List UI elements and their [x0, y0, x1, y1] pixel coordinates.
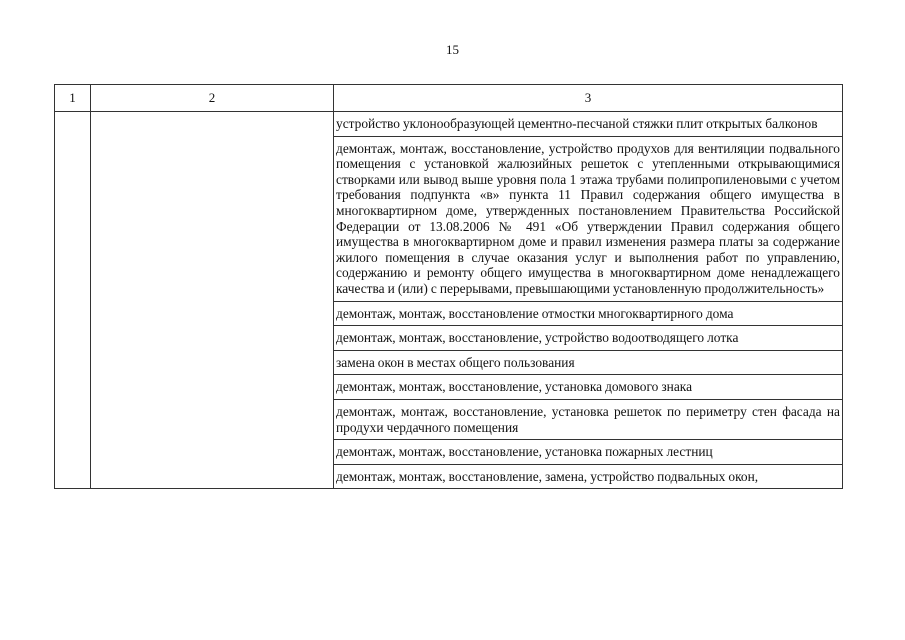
work-item-text: демонтаж, монтаж, восстановление, замена, устройство подвальных окон,: [336, 468, 759, 484]
work-item-cell: [334, 136, 843, 301]
work-item-text: устройство уклонообразующей цементно-песчаной стяжки плит открытых балконов: [336, 116, 818, 131]
work-item-cell: [334, 301, 843, 326]
work-item-text: замена окон в местах общего пользования: [336, 354, 575, 370]
work-item-cell: [334, 350, 843, 375]
header-col-2: 2: [91, 85, 334, 112]
work-item-cell: [334, 112, 843, 137]
cell-col-2-empty: [91, 112, 334, 489]
header-col-3: 3: [334, 85, 843, 112]
table-row: [55, 112, 843, 137]
work-item-text: демонтаж, монтаж, восстановление, установка решеток по периметру стен фасада на продухи чердачного помещения: [336, 403, 840, 435]
work-item-text: демонтаж, монтаж, восстановление отмостки многоквартирного дома: [336, 305, 734, 321]
work-item-text: демонтаж, монтаж, восстановление, устройство продухов для вентиляции подвального помещения с установкой жалюзийных решеток с утепленными открывающимися створками или вывод выше уровня пола 1 этажа трубами полипропиленовыми с учетом требования подпункта «в» пункта 11 Правил содержания общего имущества в многоквартирном доме, утвержденных постановлением Правительства Российской Федерации от 13.08.2006 № 491 «Об утверждении Правил содержания общего имущества в многоквартирном доме и правил изменения размера платы за содержание жилого помещения в случае оказания услуг и выполнения работ по управлению, содержанию и ремонту общего имущества в многоквартирном доме ненадлежащего качества и (или) с перерывами, превышающими установленную продолжительность»: [336, 140, 840, 296]
work-item-text: демонтаж, монтаж, восстановление, устройство водоотводящего лотка: [336, 330, 739, 346]
table-header-row: [55, 85, 843, 112]
header-col-1: 1: [55, 85, 91, 112]
work-item-cell: [334, 399, 843, 439]
work-item-cell: [334, 375, 843, 400]
page-number: 15: [446, 42, 459, 57]
work-item-text: демонтаж, монтаж, восстановление, установка пожарных лестниц: [336, 444, 713, 460]
work-item-cell: [334, 464, 843, 489]
work-item-text: демонтаж, монтаж, восстановление, установка домового знака: [336, 379, 693, 395]
work-item-cell: [334, 440, 843, 465]
works-table: [54, 84, 843, 489]
cell-col-1-empty: [55, 112, 91, 489]
work-item-cell: [334, 326, 843, 351]
